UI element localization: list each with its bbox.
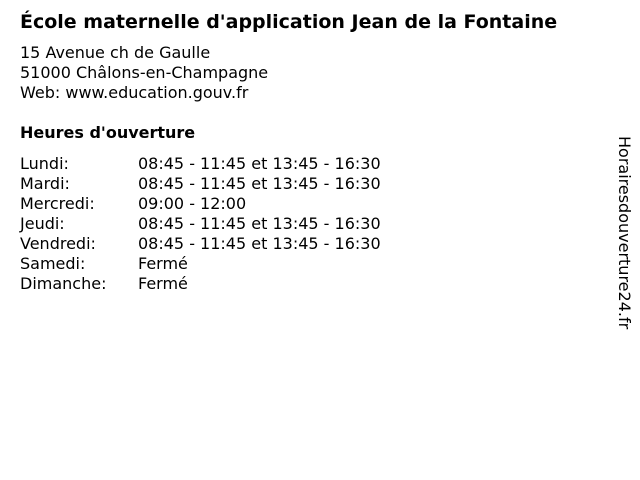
day-hours: 08:45 - 11:45 et 13:45 - 16:30 <box>138 174 381 193</box>
day-hours: 08:45 - 11:45 et 13:45 - 16:30 <box>138 214 381 233</box>
hours-row-mercredi <box>20 194 381 214</box>
day-hours: 08:45 - 11:45 et 13:45 - 16:30 <box>138 234 381 253</box>
page-title: École maternelle d'application Jean de la Fontaine <box>20 11 558 33</box>
hours-row-vendredi <box>20 234 381 254</box>
site-watermark <box>612 136 636 372</box>
day-hours: Fermé <box>138 274 188 293</box>
day-label: Vendredi: <box>20 234 96 253</box>
day-hours: 09:00 - 12:00 <box>138 194 247 213</box>
opening-hours-table <box>20 154 381 294</box>
address-street: 15 Avenue ch de Gaulle <box>20 43 211 62</box>
hours-row-dimanche <box>20 274 381 294</box>
day-label: Mercredi: <box>20 194 95 213</box>
day-hours: Fermé <box>138 254 188 273</box>
hours-row-mardi <box>20 174 381 194</box>
day-label: Jeudi: <box>20 214 65 233</box>
website-link[interactable]: Web: www.education.gouv.fr <box>20 83 249 102</box>
opening-hours-heading: Heures d'ouverture <box>20 123 196 142</box>
hours-row-lundi <box>20 154 381 174</box>
watermark-text: Horairesdouverture24.fr <box>615 136 634 330</box>
address-city: 51000 Châlons-en-Champagne <box>20 63 269 82</box>
day-label: Dimanche: <box>20 274 107 293</box>
hours-row-samedi <box>20 254 381 274</box>
day-hours: 08:45 - 11:45 et 13:45 - 16:30 <box>138 154 381 173</box>
address-block <box>20 43 268 103</box>
day-label: Samedi: <box>20 254 86 273</box>
day-label: Mardi: <box>20 174 70 193</box>
hours-row-jeudi <box>20 214 381 234</box>
day-label: Lundi: <box>20 154 69 173</box>
